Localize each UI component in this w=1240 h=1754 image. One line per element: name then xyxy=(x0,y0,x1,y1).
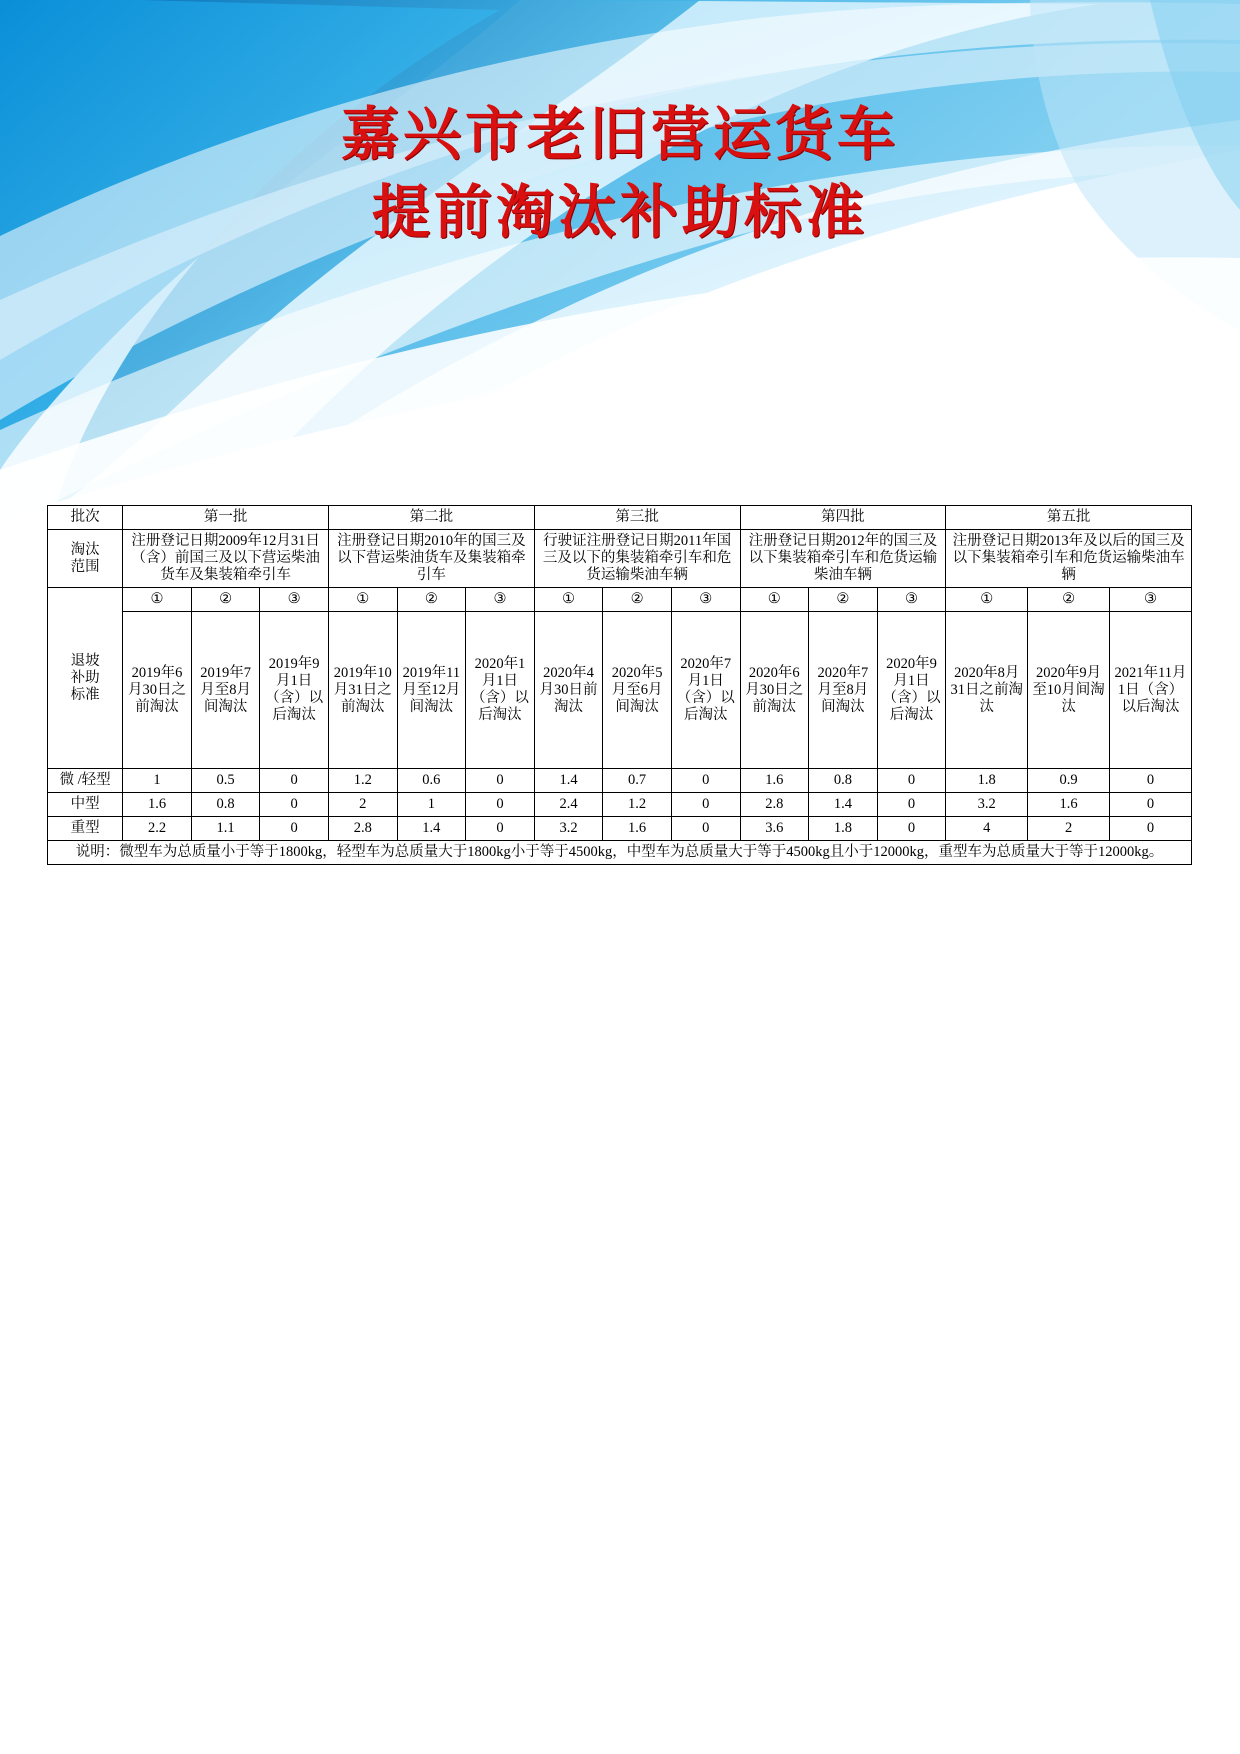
batch-scope-2: 注册登记日期2010年的国三及以下营运柴油货车及集装箱牵引车 xyxy=(328,530,534,588)
value-micro-5-1: 1.8 xyxy=(946,769,1028,793)
value-micro-2-3: 0 xyxy=(466,769,535,793)
value-medium-5-1: 3.2 xyxy=(946,793,1028,817)
mark-1-3: ③ xyxy=(260,588,329,612)
row-header-standard: 退坡 补助 标准 xyxy=(48,588,123,769)
date-1-2: 2019年7月至8月间淘汰 xyxy=(191,612,260,769)
date-1-3: 2019年9月1日（含）以后淘汰 xyxy=(260,612,329,769)
mark-5-3: ③ xyxy=(1110,588,1192,612)
value-medium-2-3: 0 xyxy=(466,793,535,817)
value-heavy-4-1: 3.6 xyxy=(740,817,809,841)
value-micro-2-2: 0.6 xyxy=(397,769,466,793)
batch-scope-5: 注册登记日期2013年及以后的国三及以下集装箱牵引车和危货运输柴油车辆 xyxy=(946,530,1192,588)
date-2-3: 2020年1月1日（含）以后淘汰 xyxy=(466,612,535,769)
date-5-3: 2021年11月1日（含）以后淘汰 xyxy=(1110,612,1192,769)
value-micro-4-2: 0.8 xyxy=(809,769,878,793)
date-3-3: 2020年7月1日（含）以后淘汰 xyxy=(671,612,740,769)
mark-5-1: ① xyxy=(946,588,1028,612)
value-heavy-1-3: 0 xyxy=(260,817,329,841)
value-heavy-5-2: 2 xyxy=(1028,817,1110,841)
table-row-heavy xyxy=(48,817,1192,841)
title-line-2: 提前淘汰补助标准 xyxy=(371,178,868,246)
value-medium-4-3: 0 xyxy=(877,793,946,817)
date-4-2: 2020年7月至8月间淘汰 xyxy=(809,612,878,769)
value-micro-5-3: 0 xyxy=(1110,769,1192,793)
value-heavy-4-3: 0 xyxy=(877,817,946,841)
date-5-1: 2020年8月31日之前淘汰 xyxy=(946,612,1028,769)
table-row-micro-light xyxy=(48,769,1192,793)
table-row-dates xyxy=(48,612,1192,769)
row-header-scope: 淘汰 范围 xyxy=(48,530,123,588)
value-micro-1-3: 0 xyxy=(260,769,329,793)
decorative-banner xyxy=(0,0,1240,560)
row-label-micro-light: 微 /轻型 xyxy=(48,769,123,793)
mark-2-2: ② xyxy=(397,588,466,612)
date-2-2: 2019年11月至12月间淘汰 xyxy=(397,612,466,769)
value-medium-5-3: 0 xyxy=(1110,793,1192,817)
value-heavy-3-2: 1.6 xyxy=(603,817,672,841)
table-row-batch-header xyxy=(48,506,1192,530)
value-micro-4-3: 0 xyxy=(877,769,946,793)
batch-scope-1: 注册登记日期2009年12月31日（含）前国三及以下营运柴油货车及集装箱牵引车 xyxy=(123,530,329,588)
value-medium-3-1: 2.4 xyxy=(534,793,603,817)
date-5-2: 2020年9月至10月间淘汰 xyxy=(1028,612,1110,769)
mark-5-2: ② xyxy=(1028,588,1110,612)
mark-2-1: ① xyxy=(328,588,397,612)
title-line-1: 嘉兴市老旧营运货车 xyxy=(340,100,899,168)
batch-name-2: 第二批 xyxy=(328,506,534,530)
mark-4-1: ① xyxy=(740,588,809,612)
batch-scope-4: 注册登记日期2012年的国三及以下集装箱牵引车和危货运输柴油车辆 xyxy=(740,530,946,588)
value-heavy-5-3: 0 xyxy=(1110,817,1192,841)
batch-name-3: 第三批 xyxy=(534,506,740,530)
mark-3-2: ② xyxy=(603,588,672,612)
row-label-medium: 中型 xyxy=(48,793,123,817)
value-medium-4-1: 2.8 xyxy=(740,793,809,817)
value-medium-1-3: 0 xyxy=(260,793,329,817)
value-heavy-5-1: 4 xyxy=(946,817,1028,841)
subsidy-standard-table-container xyxy=(47,505,1192,865)
batch-scope-3: 行驶证注册登记日期2011年国三及以下的集装箱牵引车和危货运输柴油车辆 xyxy=(534,530,740,588)
mark-4-2: ② xyxy=(809,588,878,612)
value-heavy-2-3: 0 xyxy=(466,817,535,841)
value-heavy-2-2: 1.4 xyxy=(397,817,466,841)
banner-graphic xyxy=(0,0,1240,560)
mark-3-3: ③ xyxy=(671,588,740,612)
mark-3-1: ① xyxy=(534,588,603,612)
mark-2-3: ③ xyxy=(466,588,535,612)
value-heavy-4-2: 1.8 xyxy=(809,817,878,841)
date-4-3: 2020年9月1日（含）以后淘汰 xyxy=(877,612,946,769)
table-row-scope xyxy=(48,530,1192,588)
value-micro-1-1: 1 xyxy=(123,769,192,793)
value-heavy-2-1: 2.8 xyxy=(328,817,397,841)
mark-1-1: ① xyxy=(123,588,192,612)
value-micro-1-2: 0.5 xyxy=(191,769,260,793)
value-medium-3-2: 1.2 xyxy=(603,793,672,817)
date-1-1: 2019年6月30日之前淘汰 xyxy=(123,612,192,769)
value-micro-5-2: 0.9 xyxy=(1028,769,1110,793)
batch-name-1: 第一批 xyxy=(123,506,329,530)
mark-4-3: ③ xyxy=(877,588,946,612)
batch-name-4: 第四批 xyxy=(740,506,946,530)
value-micro-2-1: 1.2 xyxy=(328,769,397,793)
table-row-note xyxy=(48,841,1192,865)
value-micro-4-1: 1.6 xyxy=(740,769,809,793)
table-row-medium xyxy=(48,793,1192,817)
value-medium-5-2: 1.6 xyxy=(1028,793,1110,817)
value-medium-4-2: 1.4 xyxy=(809,793,878,817)
date-3-2: 2020年5月至6月间淘汰 xyxy=(603,612,672,769)
date-3-1: 2020年4月30日前淘汰 xyxy=(534,612,603,769)
table-row-marks xyxy=(48,588,1192,612)
value-heavy-1-1: 2.2 xyxy=(123,817,192,841)
value-micro-3-3: 0 xyxy=(671,769,740,793)
table-note: 说明：微型车为总质量小于等于1800kg，轻型车为总质量大于1800kg小于等于4500kg，中型车为总质量大于等于4500kg且小于12000kg，重型车为总质量大于等于12000kg。 xyxy=(48,841,1192,865)
value-medium-3-3: 0 xyxy=(671,793,740,817)
date-4-1: 2020年6月30日之前淘汰 xyxy=(740,612,809,769)
value-micro-3-2: 0.7 xyxy=(603,769,672,793)
value-heavy-3-1: 3.2 xyxy=(534,817,603,841)
page-title xyxy=(0,95,1240,251)
batch-name-5: 第五批 xyxy=(946,506,1192,530)
value-heavy-1-2: 1.1 xyxy=(191,817,260,841)
mark-1-2: ② xyxy=(191,588,260,612)
subsidy-standard-table xyxy=(47,505,1192,865)
value-heavy-3-3: 0 xyxy=(671,817,740,841)
value-medium-1-2: 0.8 xyxy=(191,793,260,817)
value-medium-1-1: 1.6 xyxy=(123,793,192,817)
row-header-batch: 批次 xyxy=(48,506,123,530)
value-medium-2-2: 1 xyxy=(397,793,466,817)
date-2-1: 2019年10月31日之前淘汰 xyxy=(328,612,397,769)
row-label-heavy: 重型 xyxy=(48,817,123,841)
value-medium-2-1: 2 xyxy=(328,793,397,817)
value-micro-3-1: 1.4 xyxy=(534,769,603,793)
